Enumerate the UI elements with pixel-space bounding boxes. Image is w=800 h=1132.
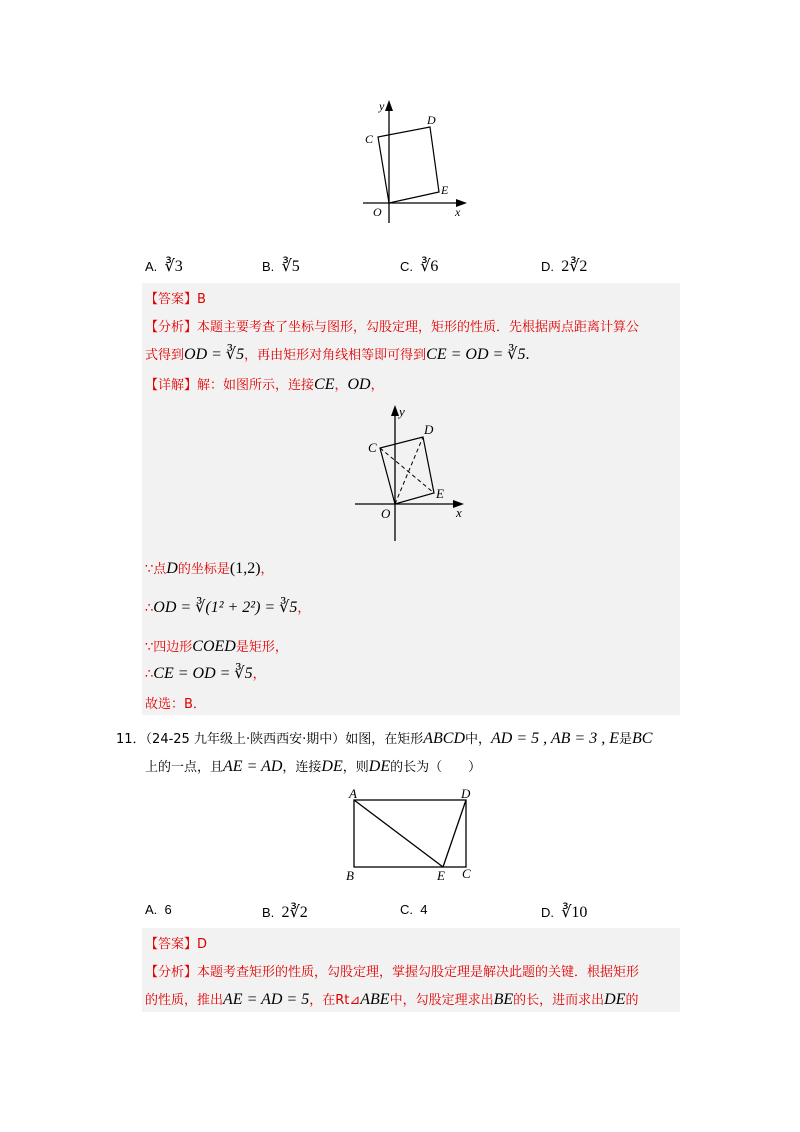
math-expression: OD = ∛(1² + 2²) = ∛5 bbox=[153, 599, 298, 616]
q11-analysis-line-1 bbox=[145, 961, 639, 980]
option-value: 2∛2 bbox=[561, 258, 588, 275]
math-de: DE bbox=[604, 991, 626, 1008]
analysis-text: 的 bbox=[625, 993, 639, 1008]
q10-detail-line bbox=[145, 374, 384, 394]
q10-analysis-line-1 bbox=[145, 316, 639, 335]
label-e: E bbox=[441, 183, 449, 197]
math-de: DE bbox=[321, 758, 343, 775]
math-expression: CE = OD = ∛5 bbox=[426, 346, 526, 363]
comma: ， bbox=[370, 378, 384, 393]
analysis-text: 本题考查矩形的性质，勾股定理，掌握勾股定理是解决此题的关键．根据矩形 bbox=[197, 965, 640, 980]
step-text: ∵点 bbox=[145, 562, 167, 577]
q10-step-3 bbox=[145, 636, 288, 656]
label-o: O bbox=[381, 506, 391, 521]
analysis-text: ，再由矩形对角线相等即可得到 bbox=[244, 348, 427, 363]
option-letter: B. bbox=[262, 905, 275, 920]
option-letter: B. bbox=[262, 259, 275, 274]
q10-step-1 bbox=[145, 558, 274, 578]
step-text: ∵四边形 bbox=[145, 640, 193, 655]
math-expression: OD = ∛5 bbox=[184, 346, 245, 363]
comma: ， bbox=[252, 667, 266, 682]
label-b: B bbox=[346, 868, 354, 883]
q11-option-b bbox=[262, 902, 308, 922]
question-number: 11． bbox=[116, 732, 146, 747]
option-value: ∛10 bbox=[561, 904, 588, 921]
label-c: C bbox=[365, 132, 374, 146]
coordinate-figure-1 bbox=[355, 95, 475, 225]
rectangle-figure bbox=[340, 783, 485, 883]
math-de: DE bbox=[368, 758, 391, 775]
question-text: （24-25 九年级上·陕西西安·期中）如图，在矩形 bbox=[145, 732, 424, 747]
therefore-sign: ∴ bbox=[145, 601, 154, 616]
analysis-text: 的性质，推出 bbox=[145, 993, 224, 1008]
option-letter: D. bbox=[541, 905, 554, 920]
q10-step-2 bbox=[145, 597, 310, 617]
answer-value: D bbox=[197, 937, 208, 952]
math-coords: (1,2) bbox=[229, 560, 261, 577]
option-value: 6 bbox=[164, 902, 172, 917]
analysis-text: 本题主要考查了坐标与图形，勾股定理，矩形的性质．先根据两点距离计算公 bbox=[197, 320, 640, 335]
answer-tag: 【答案】 bbox=[145, 937, 198, 952]
label-o: O bbox=[373, 205, 382, 219]
math-abe: ABE bbox=[360, 991, 390, 1008]
analysis-tag: 【分析】 bbox=[145, 965, 198, 980]
q11-option-a bbox=[145, 902, 172, 917]
math-bc: BC bbox=[632, 730, 653, 747]
option-letter: C. bbox=[400, 259, 413, 274]
label-d: D bbox=[461, 786, 471, 801]
option-value: ∛6 bbox=[420, 258, 439, 275]
q10-analysis-line-2 bbox=[145, 344, 529, 364]
q10-option-d bbox=[541, 256, 587, 276]
math-d: D bbox=[166, 560, 178, 577]
question-text: ，连接 bbox=[282, 760, 322, 775]
math-conditions: AD = 5 , AB = 3 , E bbox=[491, 730, 619, 747]
question-text: 上的一点，且 bbox=[145, 760, 224, 775]
analysis-text: 中，勾股定理求出 bbox=[389, 993, 494, 1008]
math-od: OD bbox=[347, 376, 371, 393]
step-text: 是矩形， bbox=[235, 640, 288, 655]
q11-option-d bbox=[541, 902, 587, 922]
detail-text: 解：如图所示，连接 bbox=[197, 378, 315, 393]
math-coed: COED bbox=[192, 638, 236, 655]
analysis-text: 的长，进而求出 bbox=[513, 993, 605, 1008]
q11-analysis-line-2 bbox=[145, 989, 638, 1009]
option-letter: A. bbox=[145, 902, 158, 917]
option-value: 2∛2 bbox=[281, 904, 308, 921]
answer-value: B bbox=[197, 292, 206, 307]
label-c: C bbox=[368, 440, 377, 455]
math-abcd: ABCD bbox=[423, 730, 466, 747]
label-d: D bbox=[424, 422, 434, 437]
question-text: ，则 bbox=[342, 760, 369, 775]
question-text: 是 bbox=[618, 732, 632, 747]
math-expression: AE = AD bbox=[223, 758, 283, 775]
label-y: y bbox=[399, 404, 405, 419]
label-e: E bbox=[436, 486, 444, 501]
comma: ， bbox=[297, 601, 311, 616]
label-x: x bbox=[456, 505, 462, 520]
q11-stem-line-1 bbox=[116, 728, 652, 748]
q11-stem-line-2 bbox=[145, 756, 481, 776]
analysis-text: 式得到 bbox=[145, 348, 185, 363]
conclusion-text: 故选：B． bbox=[145, 697, 206, 712]
label-y: y bbox=[379, 99, 385, 113]
q10-answer bbox=[145, 288, 206, 307]
q11-option-c bbox=[400, 902, 427, 917]
label-x: x bbox=[455, 205, 461, 219]
answer-tag: 【答案】 bbox=[145, 292, 198, 307]
q11-answer bbox=[145, 933, 207, 952]
q10-step-4 bbox=[145, 663, 266, 683]
comma: ， bbox=[334, 378, 348, 393]
q10-step-5 bbox=[145, 693, 206, 712]
q10-option-a bbox=[145, 256, 183, 276]
question-text: 中， bbox=[465, 732, 492, 747]
label-c: C bbox=[462, 866, 471, 881]
analysis-tag: 【分析】 bbox=[145, 320, 198, 335]
label-e: E bbox=[437, 868, 445, 883]
q10-option-b bbox=[262, 256, 300, 276]
option-value: ∛3 bbox=[164, 258, 183, 275]
math-expression: AE = AD = 5 bbox=[223, 991, 310, 1008]
q10-option-c bbox=[400, 256, 438, 276]
comma: ， bbox=[260, 562, 274, 577]
coordinate-figure-2 bbox=[350, 400, 480, 545]
therefore-sign: ∴ bbox=[145, 667, 154, 682]
period: . bbox=[525, 346, 530, 363]
analysis-text: ，在Rt⊿ bbox=[309, 993, 361, 1008]
option-value: ∛5 bbox=[281, 258, 300, 275]
math-be: BE bbox=[493, 991, 514, 1008]
option-letter: D. bbox=[541, 259, 554, 274]
label-d: D bbox=[427, 113, 436, 127]
step-text: 的坐标是 bbox=[177, 562, 230, 577]
option-letter: C. bbox=[400, 902, 413, 917]
option-letter: A. bbox=[145, 259, 158, 274]
question-text: 的长为（ ） bbox=[390, 760, 482, 775]
option-value: 4 bbox=[420, 902, 428, 917]
math-expression: CE = OD = ∛5 bbox=[153, 665, 253, 682]
label-a: A bbox=[349, 786, 357, 801]
detail-tag: 【详解】 bbox=[145, 378, 198, 393]
math-ce: CE bbox=[314, 376, 335, 393]
